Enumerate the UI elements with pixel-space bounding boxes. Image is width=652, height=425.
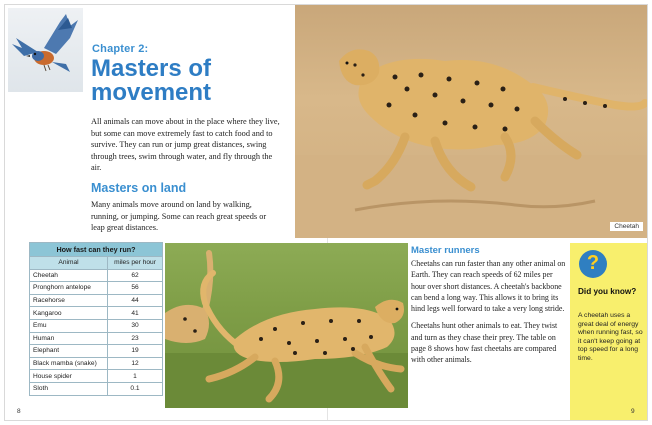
table-row (30, 282, 163, 295)
page-number-left: 8 (17, 408, 21, 415)
photo-caption: Cheetah (610, 222, 643, 231)
animal-cell: Kangaroo (30, 307, 108, 320)
column-header-mph: miles per hour (108, 257, 163, 270)
cheetahs-chase-photo (165, 243, 408, 408)
cheetahs-chase-illustration (165, 243, 408, 408)
table-row (30, 332, 163, 345)
animal-cell: Human (30, 332, 108, 345)
animal-cell: Emu (30, 319, 108, 332)
did-you-know-title: Did you know? (578, 287, 637, 296)
cheetah-illustration (295, 5, 648, 238)
table-caption: How fast can they run? (30, 243, 163, 257)
question-mark-icon (579, 250, 607, 278)
animal-cell: Pronghorn antelope (30, 282, 108, 295)
title-line-2: movement (91, 79, 212, 106)
table-row (30, 294, 163, 307)
runners-heading: Master runners (411, 245, 480, 256)
animal-cell: House spider (30, 370, 108, 383)
table-row (30, 370, 163, 383)
speed-table (29, 242, 163, 396)
land-paragraph: Many animals move around on land by walking, running, or jumping. Some can reach great speeds or leap great distances. (91, 200, 267, 233)
animal-cell: Sloth (30, 382, 108, 395)
bluebird-illustration (8, 8, 83, 92)
table-row (30, 269, 163, 282)
column-header-animal: Animal (30, 257, 108, 270)
speed-cell: 30 (108, 319, 163, 332)
table-row (30, 357, 163, 370)
speed-cell: 62 (108, 269, 163, 282)
intro-paragraph: All animals can move about in the place where they live, but some can move extremely fast to catch food and to survive. They can run or jump great distances, swing through trees, swim through water, and fly through the air. (91, 117, 280, 173)
runners-text (411, 258, 569, 372)
land-heading: Masters on land (91, 181, 187, 195)
speed-cell: 19 (108, 345, 163, 358)
did-you-know-callout (570, 243, 648, 421)
table-row (30, 345, 163, 358)
animal-cell: Elephant (30, 345, 108, 358)
speed-cell: 41 (108, 307, 163, 320)
speed-cell: 44 (108, 294, 163, 307)
speed-cell: 23 (108, 332, 163, 345)
table-row (30, 382, 163, 395)
speed-cell: 12 (108, 357, 163, 370)
speed-cell: 1 (108, 370, 163, 383)
book-spread (4, 4, 648, 421)
runners-paragraph-2: Cheetahs hunt other animals to eat. They twist and turn as they chase their prey. The table on page 8 shows how fast cheetahs are compared with other animals. (411, 321, 558, 365)
speed-cell: 56 (108, 282, 163, 295)
bluebird-photo (8, 8, 83, 92)
animal-cell: Cheetah (30, 269, 108, 282)
table-row (30, 319, 163, 332)
runners-paragraph-1: Cheetahs can run faster than any other animal on Earth. They can reach speeds of 62 miles per hour over short distances. A cheetah's backbone can bend a long way. This allows it to bring its hind legs well forward to take a very long stride. (411, 259, 566, 314)
chapter-label: Chapter 2: (92, 43, 149, 55)
cheetah-photo-large (295, 5, 648, 238)
page-number-right: 9 (631, 408, 635, 415)
speed-cell: 0.1 (108, 382, 163, 395)
question-mark-glyph: ? (586, 252, 600, 274)
table-row (30, 307, 163, 320)
did-you-know-text: A cheetah uses a great deal of energy when running fast, so it can't keep going at top speed for a long time. (578, 312, 643, 362)
animal-cell: Black mamba (snake) (30, 357, 108, 370)
page-title (91, 57, 211, 105)
title-line-1: Masters of (91, 55, 212, 82)
animal-cell: Racehorse (30, 294, 108, 307)
